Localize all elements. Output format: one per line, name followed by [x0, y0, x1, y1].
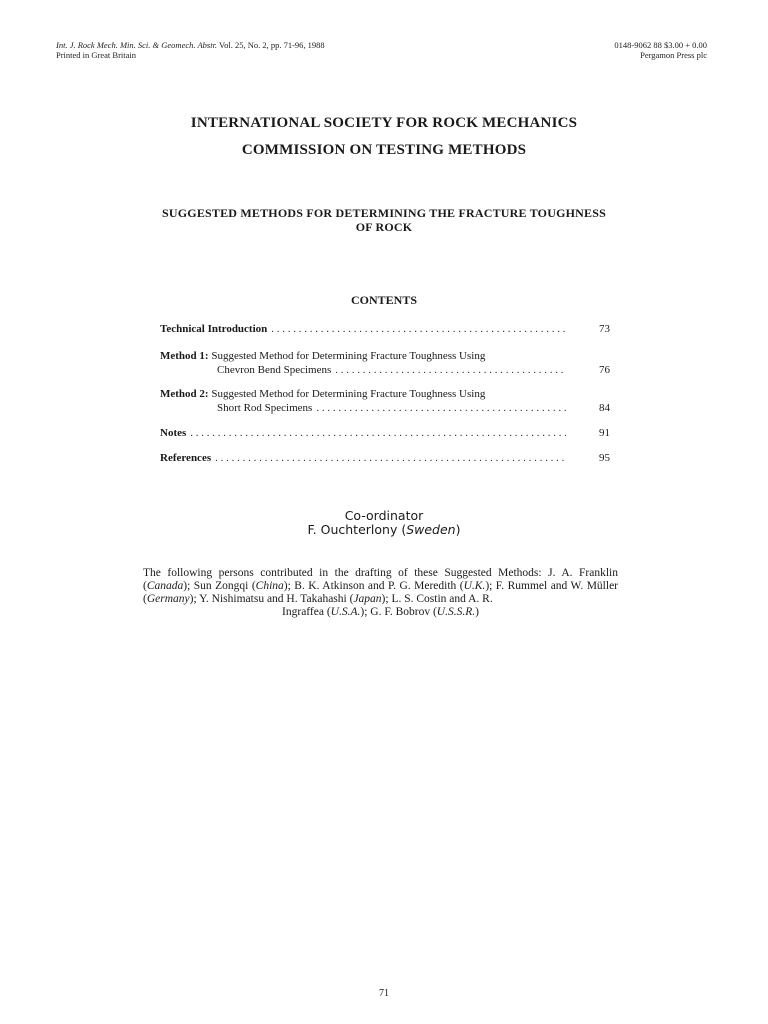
page-number: 71: [379, 988, 389, 999]
toc-label: Method 1: Suggested Method for Determining Fracture Toughness Using: [160, 350, 486, 362]
coordinator-name: F. Ouchterlony (Sweden): [307, 522, 461, 537]
printed-location: Printed in Great Britain: [56, 50, 137, 60]
contents-heading: CONTENTS: [350, 293, 418, 307]
country-name: U.S.S.R.: [436, 606, 476, 618]
paper-title-line1: SUGGESTED METHODS FOR DETERMINING THE FRACTURE TOUGHNESS: [162, 206, 606, 220]
country-name: China: [255, 580, 284, 592]
toc-page: 84: [599, 402, 610, 414]
toc-label-cont: Short Rod Specimens: [217, 402, 313, 414]
toc-leader: [215, 451, 566, 465]
running-header-left: [56, 40, 325, 60]
toc-label-cont: Chevron Bend Specimens: [217, 364, 332, 376]
toc-label: Technical Introduction: [160, 323, 268, 335]
toc-entry-references[interactable]: [160, 451, 610, 465]
journal-name: Int. J. Rock Mech. Min. Sci. & Geomech. Abstr.: [56, 40, 218, 50]
contributors-paragraph: The following persons contributed in the drafting of these Suggested Methods: J. A. Franklin (Canada); Sun Zongqi (China); B. K. Atkinson and P. G. Meredith (U.K.); F. Rummel and W. Müller (Germany); Y. Nishimatsu and H. Takahashi (Japan); L. S. Costin and A. R. Ingraffea (U.S.A.); G. F. Bobrov (U.S.S.R.): [143, 567, 619, 618]
paper-title: [100, 206, 668, 234]
toc-page: 91: [599, 427, 610, 439]
toc-label: References: [160, 452, 212, 464]
toc-page: 95: [599, 452, 610, 464]
publisher: Pergamon Press plc: [640, 50, 707, 60]
country-name: Canada: [146, 580, 184, 592]
toc-label: Method 2: Suggested Method for Determining Fracture Toughness Using: [160, 388, 486, 400]
toc-entry-method-1[interactable]: [160, 349, 610, 377]
toc-leader: [271, 322, 566, 336]
running-header-right: [614, 40, 707, 60]
toc-page: 76: [599, 364, 610, 376]
paper-title-line2: OF ROCK: [355, 220, 413, 234]
coordinator-role: Co-ordinator: [344, 508, 424, 523]
toc-page: 73: [599, 323, 610, 335]
toc-entry-method-2[interactable]: [160, 387, 610, 415]
country-name: Japan: [353, 593, 382, 605]
toc-leader: [316, 401, 566, 415]
toc-leader: [190, 426, 566, 440]
issn-code: 0148-9062 88 $3.00 + 0.00: [614, 40, 707, 50]
toc-leader: [335, 363, 566, 377]
society-title: INTERNATIONAL SOCIETY FOR ROCK MECHANICS: [190, 115, 578, 131]
toc-entry-introduction[interactable]: [160, 322, 610, 336]
commission-title: COMMISSION ON TESTING METHODS: [241, 142, 527, 158]
volume-pages: Vol. 25, No. 2, pp. 71-96, 1988: [219, 40, 325, 50]
country-name: U.S.A.: [330, 606, 361, 618]
toc-entry-notes[interactable]: [160, 426, 610, 440]
toc-label: Notes: [160, 427, 187, 439]
country-name: U.K.: [463, 580, 486, 592]
coordinator-country: Sweden: [406, 522, 456, 537]
country-name: Germany: [146, 593, 190, 605]
